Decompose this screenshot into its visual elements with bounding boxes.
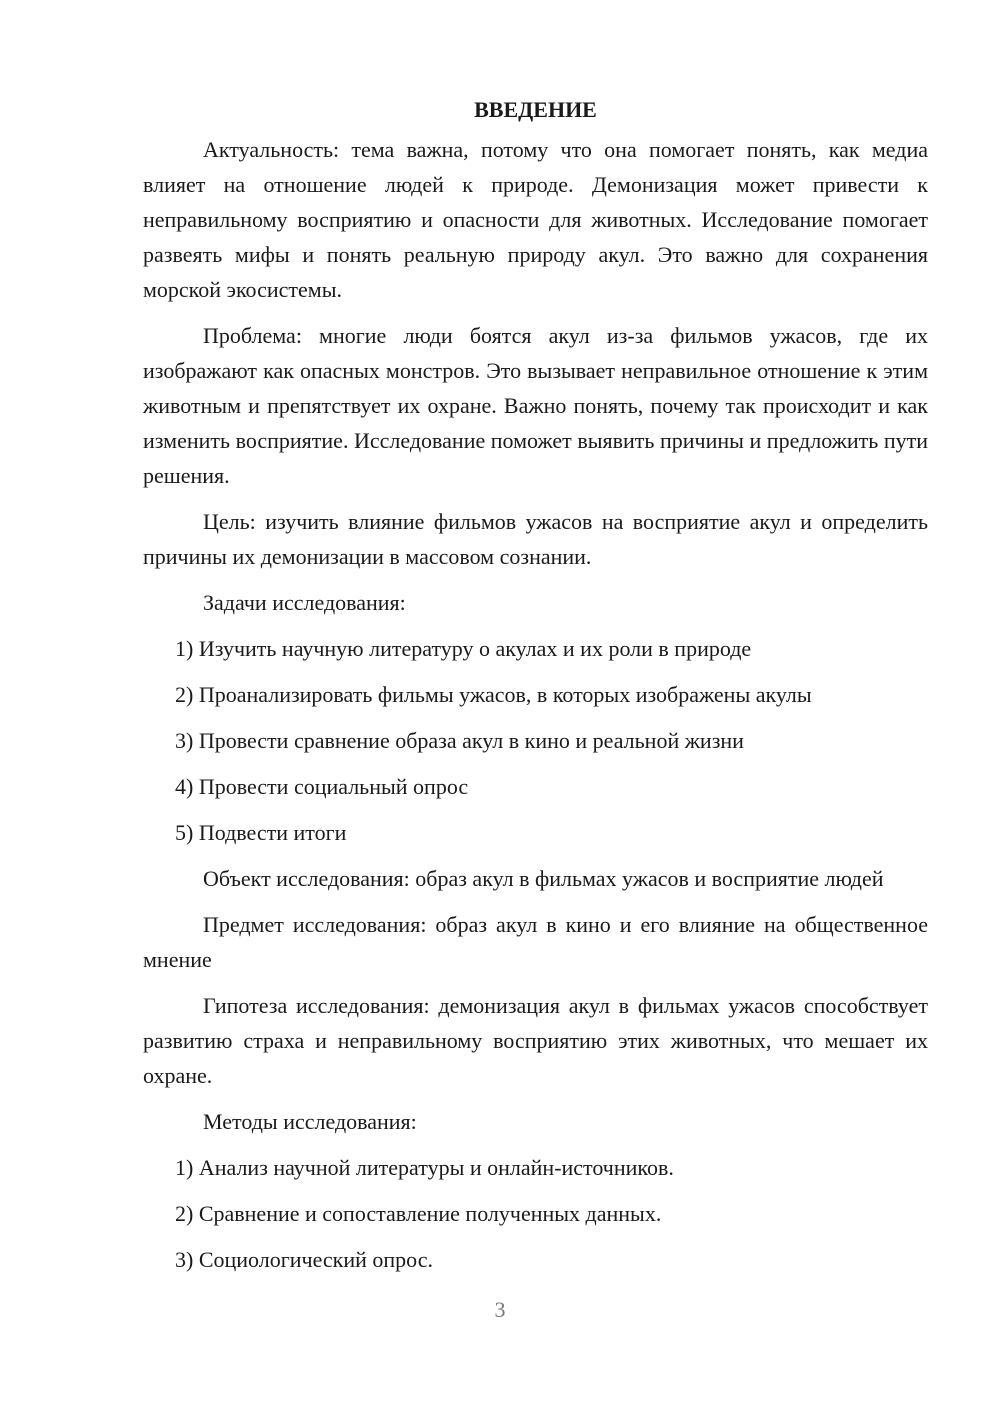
task-item: 2) Проанализировать фильмы ужасов, в которых изображены акулы [175,682,812,707]
method-item: 3) Социологический опрос. [175,1247,433,1272]
subject-paragraph: Предмет исследования: образ акул в кино и его влияние на общественное мнение [143,912,928,972]
task-item: 1) Изучить научную литературу о акулах и их роли в природе [175,636,752,661]
task-item: 4) Провести социальный опрос [175,774,469,799]
tasks-list [143,631,928,850]
problem-paragraph: Проблема: многие люди боятся акул из-за фильмов ужасов, где их изображают как опасных монстров. Это вызывает неправильное отношение к этим животным и препятствует их охране. Важно понять, почему так происходит и как изменить восприятие. Исследование поможет выявить причины и предложить пути решения. [143,323,928,488]
document-page [143,92,928,1288]
task-item: 5) Подвести итоги [175,820,347,845]
method-item: 1) Анализ научной литературы и онлайн-источников. [175,1155,674,1180]
relevance-paragraph: Актуальность: тема важна, потому что она помогает понять, как медиа влияет на отношение людей к природе. Демонизация может привести к неправильному восприятию и опасности для животных. Исследование помогает развеять мифы и понять реальную природу акул. Это важно для сохранения морской экосистемы. [143,137,928,302]
methods-heading: Методы исследования: [203,1109,417,1134]
goal-paragraph: Цель: изучить влияние фильмов ужасов на восприятие акул и определить причины их демонизации в массовом сознании. [143,509,928,569]
object-paragraph: Объект исследования: образ акул в фильмах ужасов и восприятие людей [203,866,884,891]
page-number: 3 [494,1297,506,1322]
methods-list [143,1150,928,1277]
task-item: 3) Провести сравнение образа акул в кино и реальной жизни [175,728,744,753]
tasks-heading: Задачи исследования: [203,590,406,615]
section-title: ВВЕДЕНИЕ [474,97,597,122]
hypothesis-paragraph: Гипотеза исследования: демонизация акул в фильмах ужасов способствует развитию страха и неправильному восприятию этих животных, что мешает их охране. [143,993,928,1088]
method-item: 2) Сравнение и сопоставление полученных данных. [175,1201,662,1226]
